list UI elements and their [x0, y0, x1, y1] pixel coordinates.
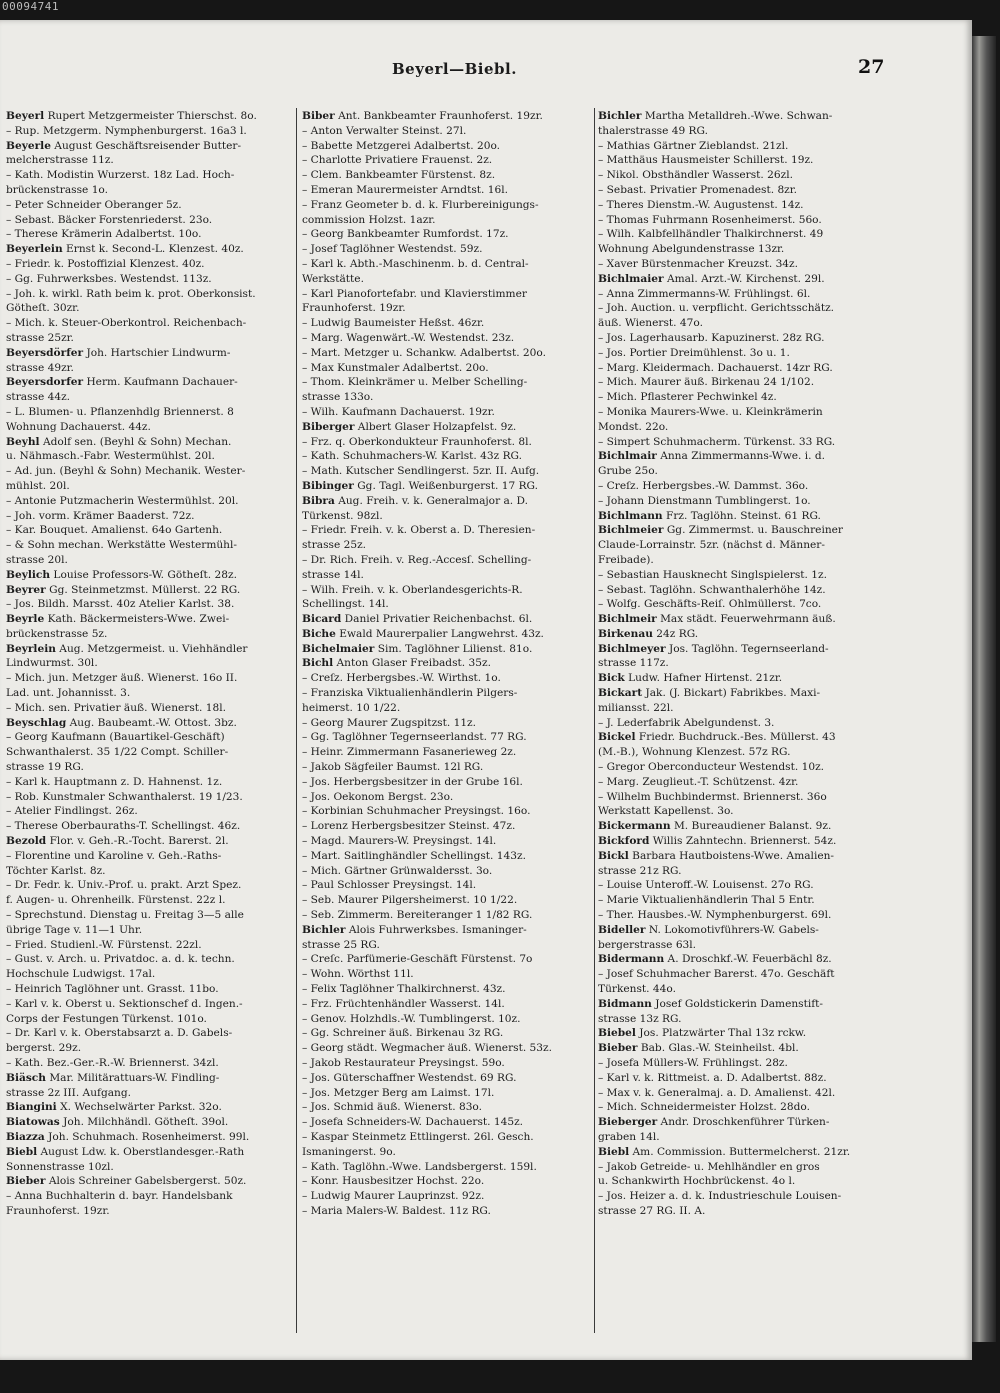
directory-entry: – Jos. Güterschaffner Westendst. 69 RG.	[302, 1071, 517, 1084]
directory-entry: Corps der Festungen Türkenst. 101o.	[6, 1012, 207, 1025]
directory-entry: – Karl v. k. Oberst u. Sektionschef d. Ingen.-	[6, 997, 243, 1010]
directory-entry: strasse 133o.	[302, 391, 374, 404]
directory-entry: strasse 44z.	[6, 391, 71, 404]
directory-entry: – Wilh. Kalbfellhändler Thalkirchnerst. 49	[598, 228, 824, 241]
scan-id: 00094741	[2, 0, 59, 13]
directory-entry: – Therese Krämerin Adalbertst. 10o.	[6, 228, 202, 241]
directory-entry: – Marie Viktualienhändlerin Thal 5 Entr.	[598, 894, 815, 907]
directory-entry: Bichler Martha Metalldreh.-Wwe. Schwan-	[598, 110, 833, 122]
directory-entry: strasse 21z RG.	[598, 864, 682, 877]
directory-entry: – Franz Geometer b. d. k. Flurbereinigungs-	[302, 198, 539, 211]
directory-entry: – Magd. Maurers-W. Preysingst. 14l.	[302, 835, 497, 848]
directory-entry: Beyschlag Aug. Baubeamt.-W. Ottost. 3bz.	[6, 716, 237, 729]
directory-entry: – Jakob Getreide- u. Mehlhändler en gros	[598, 1160, 820, 1173]
directory-entry: mühlst. 20l.	[6, 479, 70, 492]
directory-entry: – Jos. Herbergsbesitzer in der Grube 16l.	[302, 775, 523, 788]
directory-entry: u. Schankwirth Hochbrückenst. 4o l.	[598, 1175, 796, 1188]
directory-entry: Hochschule Ludwigst. 17al.	[6, 968, 156, 981]
directory-entry: Bichl Anton Glaser Freibadst. 35z.	[302, 657, 491, 670]
directory-entry: brückenstrasse 1o.	[6, 183, 108, 196]
directory-entry: – Dr. Fedr. k. Univ.-Prof. u. prakt. Arzt Spez.	[6, 879, 242, 892]
directory-entry: Beyerl Rupert Metzgermeister Thierschst. 8o.	[6, 110, 257, 122]
directory-entry: – Josef Taglöhner Westendst. 59z.	[302, 243, 483, 256]
directory-entry: Sonnenstrasse 10zl.	[6, 1160, 114, 1173]
directory-entry: – Sprechstund. Dienstag u. Freitag 3—5 alle	[6, 909, 244, 922]
directory-entry: Schwanthalerst. 35 1/22 Compt. Schiller-	[6, 746, 229, 759]
directory-entry: Bichlmaier Amal. Arzt.-W. Kirchenst. 29l.	[598, 272, 825, 285]
directory-entry: – Friedr. k. Postoffizial Klenzest. 40z.	[6, 257, 205, 270]
directory-entry: – Georg Bankbeamter Rumfordst. 17z.	[302, 228, 509, 241]
directory-entry: – Nikol. Obsthändler Wasserst. 26zl.	[598, 169, 793, 182]
directory-entry: – Clem. Bankbeamter Fürstenst. 8z.	[302, 169, 496, 182]
directory-entry: – Monika Maurers-Wwe. u. Kleinkrämerin	[598, 405, 823, 418]
directory-entry: Bichlmair Anna Zimmermanns-Wwe. i. d.	[598, 450, 826, 463]
directory-entry: Biber Ant. Bankbeamter Fraunhoferst. 19zr.	[302, 110, 543, 122]
directory-entry: – Max Kunstmaler Adalbertst. 20o.	[302, 361, 489, 374]
directory-entry: Freibade).	[598, 553, 654, 566]
directory-entry: strasse 49zr.	[6, 361, 74, 374]
directory-entry: Bieberger Andr. Droschkenführer Türken-	[598, 1116, 830, 1129]
directory-entry: – Wohn. Wörthst 11l.	[302, 968, 414, 981]
directory-entry: Beyerle August Geschäftsreisender Butter-	[6, 139, 242, 152]
directory-entry: Bidmann Josef Goldstickerin Damenstift-	[598, 997, 824, 1010]
directory-entry: – Heinrich Taglöhner unt. Grasst. 11bo.	[6, 983, 219, 996]
directory-entry: Beyrer Gg. Steinmetzmst. Müllerst. 22 RG.	[6, 583, 241, 596]
directory-entry: – Gg. Schreiner äuß. Birkenau 3z RG.	[302, 1027, 504, 1040]
directory-entry: – Genov. Holzhdls.-W. Tumblingerst. 10z.	[302, 1012, 521, 1025]
directory-entry: strasse 27 RG. II. A.	[598, 1204, 706, 1217]
directory-entry: strasse 2z III. Aufgang.	[6, 1086, 132, 1099]
directory-entry: Birkenau 24z RG.	[598, 627, 699, 640]
directory-entry: – & Sohn mechan. Werkstätte Westermühl-	[6, 539, 237, 552]
directory-entry: Wohnung Dachauerst. 44z.	[6, 420, 151, 433]
directory-entry: – Georg Kaufmann (Bauartikel-Geschäft)	[6, 731, 225, 744]
directory-entry: – Mich. Schneidermeister Holzst. 28do.	[598, 1101, 810, 1114]
directory-entry: – Dr. Rich. Freih. v. Reg.-Accesſ. Schelling-	[302, 553, 532, 566]
directory-entry: – Max v. k. Generalmaj. a. D. Amalienst. 42l.	[598, 1086, 836, 1099]
directory-entry: – Anna Zimmermanns-W. Frühlingst. 6l.	[598, 287, 811, 300]
directory-entry: Töchter Karlst. 8z.	[6, 864, 106, 877]
directory-entry: – Thomas Fuhrmann Rosenheimerst. 56o.	[598, 213, 822, 226]
directory-entry: – Johann Dienstmann Tumblingerst. 1o.	[598, 494, 811, 507]
directory-entry: commission Holzst. 1azr.	[302, 213, 436, 226]
directory-entry: strasse 25zr.	[6, 331, 74, 344]
directory-entry: – Franziska Viktualienhändlerin Pilgers-	[302, 687, 518, 700]
directory-entry: – Karl Pianofortefabr. und Klavierstimmer	[302, 287, 527, 300]
directory-entry: – Kath. Schuhmachers-W. Karlst. 43z RG.	[302, 450, 522, 463]
directory-entry: Bicard Daniel Privatier Reichenbachst. 6l.	[302, 613, 533, 626]
directory-entry: Bideller N. Lokomotivführers-W. Gabels-	[598, 923, 819, 936]
directory-entry: – Gg. Fuhrwerksbes. Westendst. 113z.	[6, 272, 212, 285]
directory-entry: – Jos. Portier Dreimühlenst. 3o u. 1.	[598, 346, 790, 359]
directory-entry: – Mart. Saitlinghändler Schellingst. 143z.	[302, 849, 526, 862]
directory-entry: bergerstrasse 63l.	[598, 938, 697, 951]
directory-entry: heimerst. 10 1/22.	[302, 701, 401, 714]
directory-entry: Beylich Louise Professors-W. Götheſt. 28z.	[6, 568, 237, 581]
directory-entry: brückenstrasse 5z.	[6, 627, 108, 640]
directory-entry: Wohnung Abelgundenstrasse 13zr.	[598, 243, 785, 256]
directory-entry: Lad. unt. Johannisst. 3.	[6, 687, 131, 700]
directory-entry: – Jos. Lagerhausarb. Kapuzinerst. 28z RG.	[598, 331, 825, 344]
directory-entry: Beyrle Kath. Bäckermeisters-Wwe. Zwei-	[6, 613, 230, 626]
directory-entry: – Kaspar Steinmetz Ettlingerst. 26l. Gesch.	[302, 1130, 534, 1143]
directory-entry: – Gregor Oberconducteur Westendst. 10z.	[598, 761, 825, 774]
directory-entry: Bibra Aug. Freih. v. k. Generalmajor a. D.	[302, 494, 529, 507]
directory-entry: – Louise Unteroff.-W. Louisenst. 27o RG.	[598, 879, 814, 892]
directory-entry: (M.-B.), Wohnung Klenzest. 57z RG.	[598, 746, 791, 759]
directory-entry: – Mich. sen. Privatier äuß. Wienerst. 18l.	[6, 701, 227, 714]
directory-entry: Bieber Alois Schreiner Gabelsbergerst. 50z.	[6, 1175, 247, 1188]
directory-entry: – Ludwig Baumeister Heßst. 46zr.	[302, 317, 485, 330]
directory-entry: – Wilh. Freih. v. k. Oberlandesgerichts-R.	[302, 583, 523, 596]
directory-column-2	[302, 109, 588, 1219]
directory-entry: – Georg Maurer Zugspitzst. 11z.	[302, 716, 477, 729]
directory-entry: – Jos. Heizer a. d. k. Industrieschule Louisen-	[598, 1190, 842, 1203]
directory-entry: – Korbinian Schuhmacher Preysingst. 16o.	[302, 805, 531, 818]
directory-entry: – Antonie Putzmacherin Westermühlst. 20l.	[6, 494, 239, 507]
directory-entry: – Thom. Kleinkrämer u. Melber Schelling-	[302, 376, 528, 389]
directory-entry: Bichlmann Frz. Taglöhn. Steinst. 61 RG.	[598, 509, 821, 522]
directory-entry: – Kath. Modistin Wurzerst. 18z Lad. Hoch-	[6, 169, 235, 182]
directory-entry: bergerst. 29z.	[6, 1042, 82, 1055]
directory-entry: Bichler Alois Fuhrwerksbes. Ismaninger-	[302, 923, 527, 936]
directory-entry: – Marg. Zeuglieut.-T. Schützenst. 4zr.	[598, 775, 799, 788]
directory-entry: – Paul Schlosser Preysingst. 14l.	[302, 879, 477, 892]
directory-entry: – Karl v. k. Rittmeist. a. D. Adalbertst. 88z.	[598, 1071, 827, 1084]
directory-entry: – Therese Oberbauraths-T. Schellingst. 46z.	[6, 820, 241, 833]
directory-entry: Bidermann A. Droschkf.-W. Feuerbächl 8z.	[598, 953, 832, 966]
directory-entry: – Jakob Sägfeiler Baumst. 12l RG.	[302, 761, 484, 774]
directory-entry: Türkenst. 98zl.	[302, 509, 383, 522]
directory-entry: – Creſz. Herbergsbes.-W. Dammst. 36o.	[598, 479, 809, 492]
directory-entry: strasse 25z.	[302, 539, 367, 552]
directory-entry: – Ludwig Maurer Lauprinzst. 92z.	[302, 1190, 485, 1203]
directory-entry: – Karl k. Hauptmann z. D. Hahnenst. 1z.	[6, 775, 223, 788]
directory-entry: – Dr. Karl v. k. Oberstabsarzt a. D. Gabels-	[6, 1027, 233, 1040]
directory-entry: Biche Ewald Maurerpalier Langwehrst. 43z.	[302, 627, 544, 640]
directory-entry: Biäsch Mar. Militärattuars-W. Findling-	[6, 1071, 220, 1084]
directory-entry: – Atelier Findlingst. 26z.	[6, 805, 138, 818]
directory-entry: – Peter Schneider Oberanger 5z.	[6, 198, 182, 211]
directory-entry: Fraunhoferst. 19zr.	[6, 1204, 110, 1217]
directory-entry: strasse 25 RG.	[302, 938, 380, 951]
directory-entry: – Matthäus Hausmeister Schillerst. 19z.	[598, 154, 814, 167]
directory-entry: – Felix Taglöhner Thalkirchnerst. 43z.	[302, 983, 506, 996]
directory-entry: Bickel Friedr. Buchdruck.-Bes. Müllerst. 43	[598, 731, 836, 744]
directory-entry: Bickermann M. Bureaudiener Balanst. 9z.	[598, 820, 832, 833]
directory-entry: graben 14l.	[598, 1130, 660, 1143]
directory-entry: – Babette Metzgerei Adalbertst. 20o.	[302, 139, 501, 152]
directory-entry: Ismaningerst. 9o.	[302, 1145, 396, 1158]
directory-entry: f. Augen- u. Ohrenheilk. Fürstenst. 22z l.	[6, 894, 226, 907]
directory-entry: – Maria Malers-W. Baldest. 11z RG.	[302, 1204, 491, 1217]
directory-entry: Götheſt. 30zr.	[6, 302, 80, 315]
directory-entry: Bickl Barbara Hautboistens-Wwe. Amalien-	[598, 849, 834, 862]
directory-entry: – Anna Buchhalterin d. bayr. Handelsbank	[6, 1190, 233, 1203]
directory-entry: – Gust. v. Arch. u. Privatdoc. a. d. k. techn.	[6, 953, 235, 966]
directory-entry: Bichlmeyer Jos. Taglöhn. Tegernseerland-	[598, 642, 829, 655]
directory-entry: – Mich. Pflasterer Pechwinkel 4z.	[598, 391, 777, 404]
directory-entry: – Jos. Bildh. Marsst. 40z Atelier Karlst. 38.	[6, 598, 235, 611]
directory-entry: – Joh. vorm. Krämer Baaderst. 72z.	[6, 509, 195, 522]
directory-entry: – Mich. Maurer äuß. Birkenau 24 1/102.	[598, 376, 815, 389]
directory-entry: Mondst. 22o.	[598, 420, 669, 433]
directory-page	[0, 20, 972, 1360]
directory-entry: – Creſz. Herbergsbes.-W. Wirthst. 1o.	[302, 672, 501, 685]
directory-entry: melcherstrasse 11z.	[6, 154, 114, 167]
directory-entry: Biberger Albert Glaser Holzapfelst. 9z.	[302, 420, 517, 433]
directory-entry: – Sebast. Taglöhn. Schwanthalerhöhe 14z.	[598, 583, 826, 596]
directory-entry: Bichelmaier Sim. Taglöhner Lilienst. 81o.	[302, 642, 533, 655]
directory-entry: – Heinr. Zimmermann Fasanerieweg 2z.	[302, 746, 517, 759]
directory-entry: miliansst. 22l.	[598, 701, 674, 714]
directory-entry: Werkstätte.	[302, 272, 364, 285]
directory-entry: – Wilh. Kaufmann Dachauerst. 19zr.	[302, 405, 495, 418]
directory-entry: Türkenst. 44o.	[598, 983, 676, 996]
directory-entry: übrige Tage v. 11—1 Uhr.	[6, 923, 143, 936]
directory-entry: – Marg. Wagenwärt.-W. Westendst. 23z.	[302, 331, 515, 344]
column-divider	[594, 108, 595, 1333]
directory-entry: Bichlmeier Gg. Zimmermst. u. Bauschreiner	[598, 524, 843, 537]
directory-entry: strasse 19 RG.	[6, 761, 84, 774]
directory-entry: Bichlmeir Max städt. Feuerwehrmann äuß.	[598, 613, 836, 626]
directory-entry: strasse 13z RG.	[598, 1012, 682, 1025]
directory-entry: Lindwurmst. 30l.	[6, 657, 98, 670]
directory-entry: Bickford Willis Zahntechn. Briennerst. 54z.	[598, 835, 837, 848]
column-divider	[296, 108, 297, 1333]
directory-entry: – Georg städt. Wegmacher äuß. Wienerst. 53z.	[302, 1042, 552, 1055]
directory-entry: Schellingst. 14l.	[302, 598, 389, 611]
directory-entry: Beyersdorfer Herm. Kaufmann Dachauer-	[6, 376, 238, 389]
directory-entry: – Emeran Maurermeister Arndtst. 16l.	[302, 183, 509, 196]
directory-entry: – Wilhelm Buchbindermst. Briennerst. 36o	[598, 790, 827, 803]
directory-entry: strasse 20l.	[6, 553, 68, 566]
directory-entry: – Mich. k. Steuer-Oberkontrol. Reichenbach-	[6, 317, 247, 330]
directory-entry: – Joh. Auction. u. verpflicht. Gerichtsschätz.	[598, 302, 835, 315]
directory-entry: Biatowas Joh. Milchhändl. Götheſt. 39ol.	[6, 1116, 229, 1129]
directory-column-3	[598, 109, 888, 1219]
directory-entry: Beyhl Adolf sen. (Beyhl & Sohn) Mechan.	[6, 435, 232, 448]
book-page-edge	[972, 36, 996, 1342]
directory-entry: – Konr. Hausbesitzer Hochst. 22o.	[302, 1175, 485, 1188]
directory-column-1	[6, 109, 292, 1219]
directory-entry: – Joh. k. wirkl. Rath beim k. prot. Oberkonsist.	[6, 287, 256, 300]
directory-entry: – Jos. Oekonom Bergst. 23o.	[302, 790, 454, 803]
directory-entry: Bickart Jak. (J. Bickart) Fabrikbes. Maxi-	[598, 687, 821, 700]
directory-entry: – Mich. Gärtner Grünwaldersst. 3o.	[302, 864, 493, 877]
directory-entry: – Sebastian Hausknecht Singlspielerst. 1z.	[598, 568, 827, 581]
directory-entry: – Creſc. Parfümerie-Geschäft Fürstenst. 7o	[302, 953, 533, 966]
directory-entry: – Jos. Schmid äuß. Wienerst. 83o.	[302, 1101, 482, 1114]
directory-entry: Bibinger Gg. Tagl. Weißenburgerst. 17 RG.	[302, 479, 538, 492]
directory-entry: – Seb. Maurer Pilgersheimerst. 10 1/22.	[302, 894, 518, 907]
directory-entry: Biangini X. Wechselwärter Parkst. 32o.	[6, 1101, 222, 1114]
directory-entry: – Kath. Bez.-Ger.-R.-W. Briennerst. 34zl.	[6, 1057, 219, 1069]
directory-entry: Biebel Jos. Platzwärter Thal 13z rckw.	[598, 1027, 807, 1040]
directory-entry: – Lorenz Herbergsbesitzer Steinst. 47z.	[302, 820, 516, 833]
directory-entry: u. Nähmasch.-Fabr. Westermühlst. 20l.	[6, 450, 215, 463]
directory-entry: – Mathias Gärtner Zieblandst. 21zl.	[598, 139, 789, 152]
directory-entry: Biazza Joh. Schuhmach. Rosenheimerst. 99l.	[6, 1130, 250, 1143]
directory-entry: Beyersdörfer Joh. Hartschier Lindwurm-	[6, 346, 231, 359]
directory-entry: – Jakob Restaurateur Preysingst. 59o.	[302, 1057, 505, 1069]
directory-entry: Werkstatt Kapellenst. 3o.	[598, 805, 734, 818]
directory-entry: Grube 25o.	[598, 465, 658, 478]
directory-entry: äuß. Wienerst. 47o.	[598, 317, 703, 330]
directory-entry: – L. Blumen- u. Pflanzenhdlg Briennerst. 8	[6, 405, 234, 418]
directory-entry: Beyerlein Ernst k. Second-L. Klenzest. 40z.	[6, 243, 244, 256]
directory-entry: – Mich. jun. Metzger äuß. Wienerst. 16o II.	[6, 672, 238, 685]
directory-entry: – Mart. Metzger u. Schankw. Adalbertst. 20o.	[302, 346, 546, 359]
directory-entry: – Friedr. Freih. v. k. Oberst a. D. Theresien-	[302, 524, 536, 537]
directory-entry: – Math. Kutscher Sendlingerst. 5zr. II. Aufg.	[302, 465, 540, 478]
directory-entry: – Kar. Bouquet. Amalienst. 64o Gartenh.	[6, 524, 223, 537]
directory-entry: – Seb. Zimmerm. Bereiteranger 1 1/82 RG.	[302, 909, 533, 922]
directory-entry: – Anton Verwalter Steinst. 27l.	[302, 124, 467, 137]
directory-entry: – Kath. Taglöhn.-Wwe. Landsbergerst. 159l.	[302, 1160, 537, 1173]
directory-entry: – Josef Schuhmacher Barerst. 47o. Geschäft	[598, 968, 835, 981]
page-number: 27	[858, 56, 885, 78]
directory-entry: Biebl August Ldw. k. Oberstlandesger.-Rath	[6, 1145, 245, 1158]
directory-entry: – Josefa Müllers-W. Frühlingst. 28z.	[598, 1057, 788, 1069]
directory-entry: – Fried. Studienl.-W. Fürstenst. 22zl.	[6, 938, 202, 951]
directory-entry: – Ad. jun. (Beyhl & Sohn) Mechanik. Wester-	[6, 465, 246, 478]
directory-entry: Biebl Am. Commission. Buttermelcherst. 21zr.	[598, 1145, 851, 1158]
directory-entry: – Sebast. Bäcker Forstenriederst. 23o.	[6, 213, 213, 226]
directory-entry: – Ther. Hausbes.-W. Nymphenburgerst. 69l.	[598, 909, 832, 922]
page-header-title: Beyerl—Biebl.	[392, 60, 517, 78]
directory-entry: Bieber Bab. Glas.-W. Steinheilst. 4bl.	[598, 1042, 799, 1055]
directory-entry: Bick Ludw. Hafner Hirtenst. 21zr.	[598, 672, 783, 685]
directory-entry: – Florentine und Karoline v. Geh.-Raths-	[6, 849, 222, 862]
directory-entry: – Marg. Kleidermach. Dachauerst. 14zr RG.	[598, 361, 833, 374]
directory-entry: – Frz. q. Oberkondukteur Fraunhoferst. 8l.	[302, 435, 532, 448]
directory-entry: – Charlotte Privatiere Frauenst. 2z.	[302, 154, 493, 167]
directory-entry: – Gg. Taglöhner Tegernseerlandst. 77 RG.	[302, 731, 527, 744]
directory-entry: Claude-Lorrainstr. 5zr. (nächst d. Männer-	[598, 539, 825, 552]
directory-entry: – J. Lederfabrik Abelgundenst. 3.	[598, 716, 775, 729]
directory-entry: – Sebast. Privatier Promenadest. 8zr.	[598, 183, 798, 196]
directory-entry: – Theres Dienstm.-W. Augustenst. 14z.	[598, 198, 804, 211]
directory-entry: – Josefa Schneiders-W. Dachauerst. 145z.	[302, 1116, 524, 1129]
directory-entry: strasse 117z.	[598, 657, 669, 670]
directory-entry: – Rob. Kunstmaler Schwanthalerst. 19 1/23.	[6, 790, 243, 803]
directory-entry: Bezold Flor. v. Geh.-R.-Tocht. Barerst. 2l.	[6, 835, 229, 848]
directory-entry: strasse 14l.	[302, 568, 364, 581]
directory-entry: – Karl k. Abth.-Maschinenm. b. d. Central-	[302, 257, 529, 270]
directory-entry: – Simpert Schuhmacherm. Türkenst. 33 RG.	[598, 435, 836, 448]
directory-entry: – Wolfg. Geschäfts-Reiſ. Ohlmüllerst. 7co.	[598, 598, 822, 611]
directory-entry: Fraunhoferst. 19zr.	[302, 302, 406, 315]
directory-entry: – Rup. Metzgerm. Nymphenburgerst. 16a3 l.	[6, 124, 247, 137]
directory-entry: thalerstrasse 49 RG.	[598, 124, 708, 137]
directory-entry: – Jos. Metzger Berg am Laimst. 17l.	[302, 1086, 495, 1099]
directory-entry: – Xaver Bürstenmacher Kreuzst. 34z.	[598, 257, 798, 270]
directory-entry: Beyrlein Aug. Metzgermeist. u. Viehhändler	[6, 642, 248, 655]
directory-entry: – Frz. Früchtenhändler Wasserst. 14l.	[302, 997, 505, 1010]
